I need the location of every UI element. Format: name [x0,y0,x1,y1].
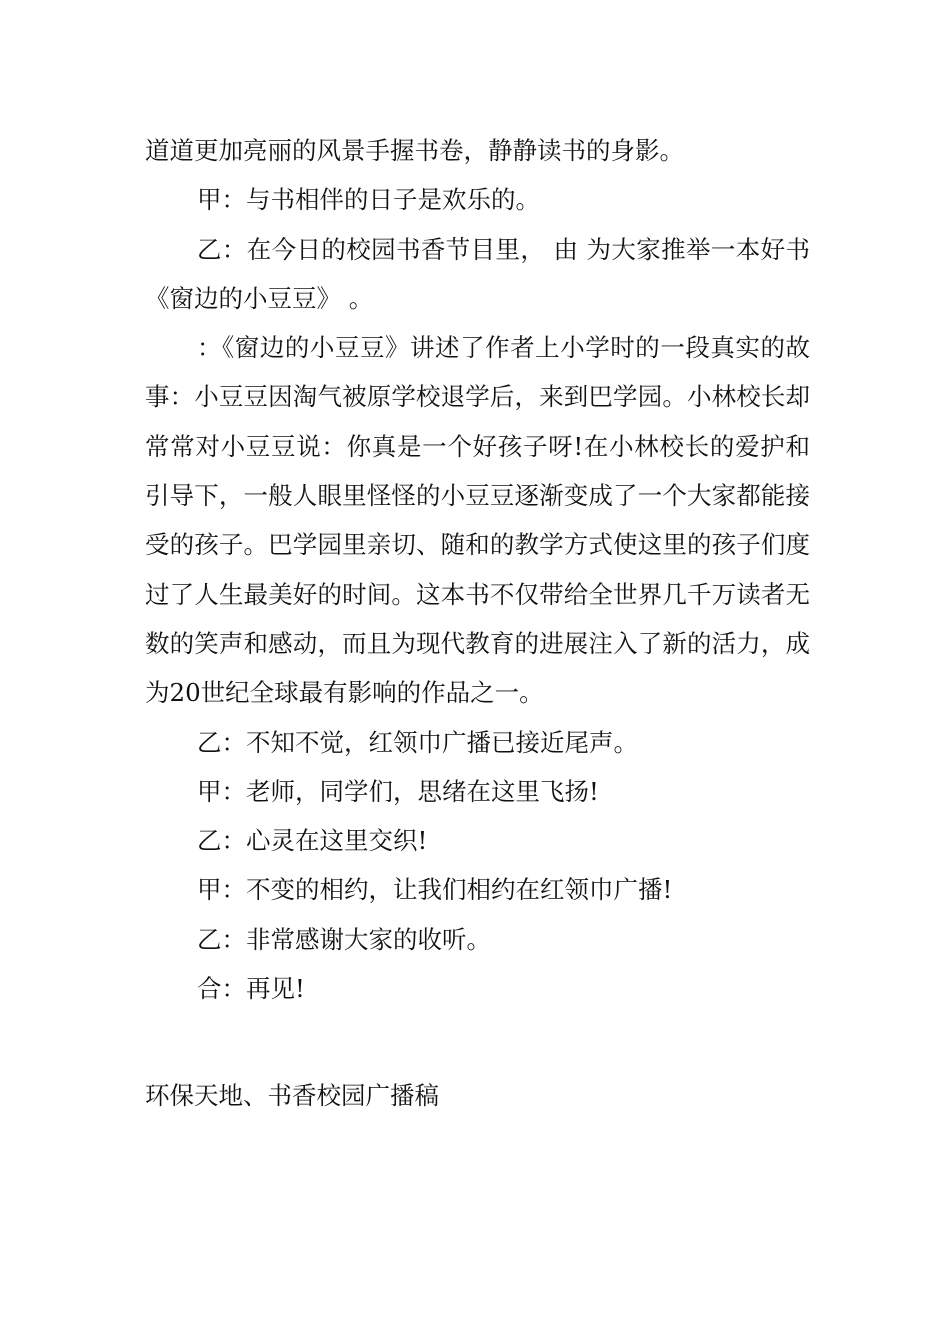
paragraph-yi-2: 乙：不知不觉，红领巾广播已接近尾声。 [197,727,638,757]
next-section-title: 环保天地、书香校园广播稿 [145,1081,439,1110]
paragraph-yi-3: 乙：心灵在这里交织! [197,826,428,856]
paragraph-jia-2: 甲：老师，同学们，思绪在这里飞扬! [197,776,599,806]
body-text [145,126,810,1013]
next-section [145,1071,810,1120]
paragraph-book-intro: ：《窗边的小豆豆》讲述了作者上小学时的一段真实的故事：小豆豆因淘气被原学校退学后，来到巴学园。小林校长却常常对小豆豆说：你真是一个好孩子呀!在小林校长的爱护和引导下，一般人眼里怪怪的小豆豆逐渐变成了一个大家都能接受的孩子。巴学园里亲切、随和的教学方式使这里的孩子们度过了人生最美好的时间。这本书不仅带给全世界几千万读者无数的笑声和感动，而且为现代教育的进展注入了新的活力，成为20世纪全球最有影响的作品之一。 [145,333,810,708]
paragraph-he: 合：再见! [197,974,305,1004]
paragraph-yi-1: 乙：在今日的校园书香节目里， 由 为大家推举一本好书《窗边的小豆豆》 。 [145,234,810,313]
paragraph-yi-4: 乙：非常感谢大家的收听。 [197,924,491,954]
paragraph-jia-3: 甲：不变的相约，让我们相约在红领巾广播! [197,875,673,905]
paragraph-continuation: 道道更加亮丽的风景手握书卷，静静读书的身影。 [145,136,684,165]
paragraph-jia-1: 甲：与书相伴的日子是欢乐的。 [197,185,540,215]
